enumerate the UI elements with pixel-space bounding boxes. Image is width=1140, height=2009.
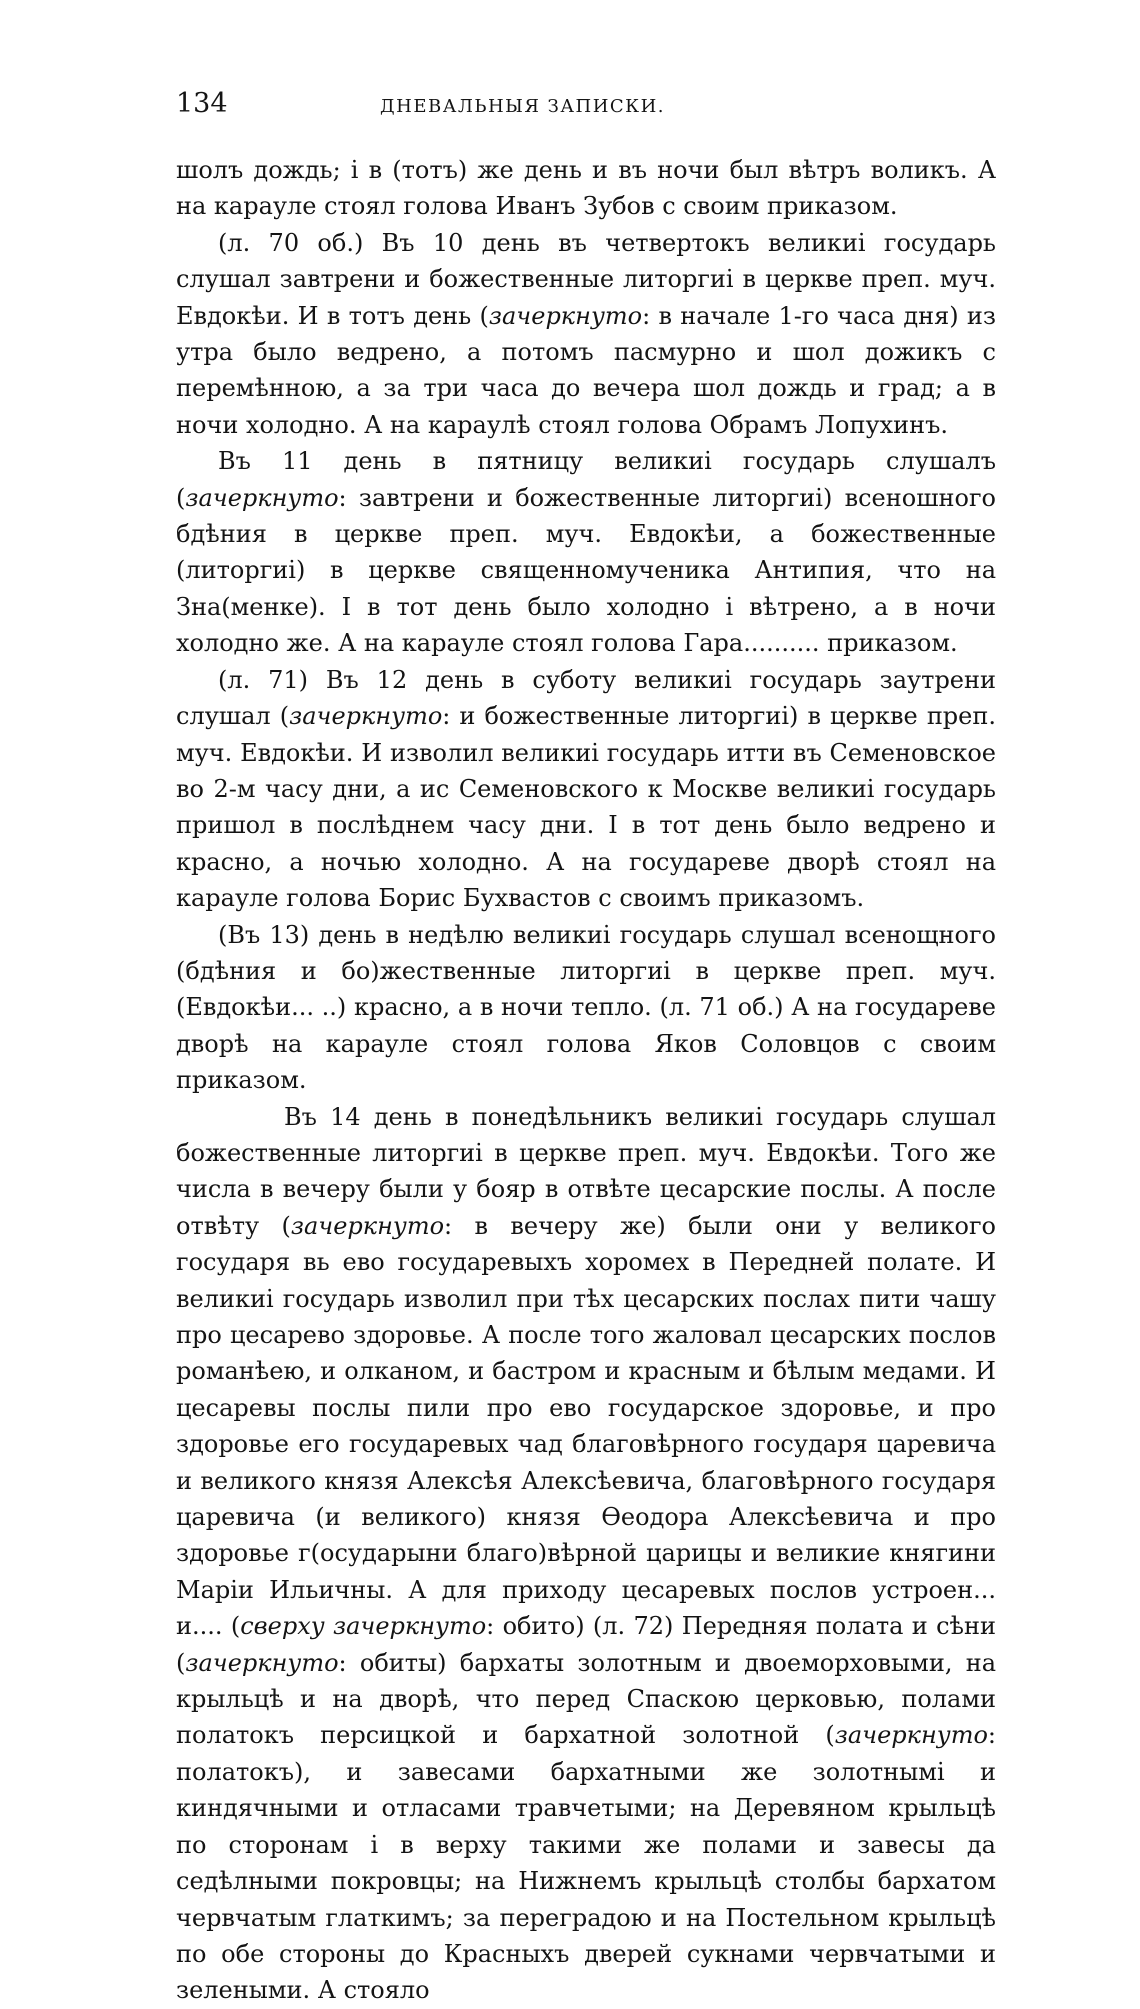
paragraph [176, 1099, 996, 2009]
text-run: Въ 11 день в пятницу великиі государь слушалъ ( [176, 447, 996, 512]
text-run: : обито) (л. 72) Передняя полата и сѣни ( [176, 1612, 996, 1677]
editorial-note: сверху зачеркнуто [240, 1612, 487, 1641]
text-run: : в начале 1-го часа дня) из утра было ведрено, а потомъ пасмурно и шол дожикъ с перемѣнною, а за три часа до вечера шол дождь и град; а в ночи холодно. А на караулѣ стоял голова Обрамъ Лопухинъ. [176, 301, 996, 439]
text-run: : и божественные литоргиі) в церкве преп. муч. Евдокѣи. И изволил великиі государь итти въ Семеновское во 2-м часу дни, а ис Семеновского к Москве великиі государь пришол в послѣднем часу дни. І в тот день было ведрено и красно, а ночью холодно. А на государеве дворѣ стоял на карауле голова Борис Бухвастов с своимъ приказомъ. [176, 702, 997, 913]
paragraph [176, 225, 996, 443]
text-run: : полатокъ), и завесами бархатными же золотнымі и киндячными и отласами травчетыми; на Деревяном крыльцѣ по сторонам і в верху такими же полами и завесы да седѣлными покровцы; на Нижнемъ крыльцѣ столбы бархатом червчатым глаткимъ; за перегрaдою и на Постельном крыльцѣ по обе стороны до Красныхъ дверей сукнами червчатыми и зелеными. А стояло [176, 1721, 996, 2005]
body-text [176, 152, 996, 2009]
page-header [176, 88, 996, 138]
text-run: : в вечеру же) были они у великого государя вь ево государевыхъ хоромех в Передней полате. И великиі государь изволил при тѣх цесарских послах пити чашу про цесарево здоровье. А после того жаловал цесарских послов романѣею, и олканом, и бастром и красным и бѣлым медами. И цесаревы послы пили про ево государское здоровье, и про здоровье его государевых чад благовѣрного государя царевича и великого князя Алексѣя Алексѣевича, благовѣрного государя царевича (и великого) князя Ѳеодора Алексѣевича и про здоровье г(осударыни благо)вѣрной царицы и великие княгини Маріи Ильичны. А для приходу цесаревых послов устроен... и.... ( [176, 1211, 996, 1641]
page-number: 134 [176, 88, 228, 119]
paragraph [176, 662, 996, 917]
editorial-note: зачеркнуто [290, 1211, 445, 1240]
editorial-note: зачеркнуто [289, 702, 443, 731]
text-run: (Въ 13) день в недѣлю великиі государь слушал всенощного (бдѣния и бо)жественные литоргиі в церкве преп. муч. (Евдокѣи... ..) красно, а в ночи тепло. (л. 71 об.) А на государеве дворѣ на карауле стоял голова Яков Соловцов с своим приказом. [176, 920, 996, 1095]
text-run: (л. 70 об.) Въ 10 день въ четвертокъ великиі государь слушал завтрени и божественные литоргиі в церкве преп. муч. Евдокѣи. И в тотъ день ( [176, 228, 996, 330]
paragraph [176, 917, 996, 1099]
editorial-note: зачеркнуто [185, 483, 339, 512]
editorial-note: зачеркнуто [185, 1648, 339, 1677]
paragraph [176, 443, 996, 661]
text-run: : обиты) бархаты золотным и двоеморховыми, на крыльцѣ и на дворѣ, что перед Спаскою церковью, полами полатокъ персицкой и бархатной золотной ( [176, 1648, 996, 1750]
text-run: (л. 71) Въ 12 день в суботу великиі государь заутрени слушал ( [176, 665, 996, 731]
running-title: ДНЕВАЛЬНЫЯ ЗАПИСКИ. [380, 96, 666, 117]
editorial-note: зачеркнуто [488, 301, 643, 330]
paragraph [176, 152, 996, 225]
text-run: Въ 14 день в понедѣльникъ великиі государь слушал божественные литоргиі в церкве преп. муч. Евдокѣи. Того же числа в вечеру были у бояр в отвѣте цесарские послы. А после отвѣту ( [176, 1102, 996, 1240]
editorial-note: зачеркнуто [834, 1721, 988, 1750]
text-run: шолъ дождь; і в (тотъ) же день и въ ночи был вѣтръ воликъ. А на карауле стоял голова Иванъ Зубов с своим приказом. [176, 156, 996, 221]
text-run: : завтрени и божественные литоргиі) всеношного бдѣния в церкве преп. муч. Евдокѣи, а божественные (литоргиі) в церкве священномученика Антипия, что на Зна(менке). І в тот день было холодно і вѣтрено, а в ночи холодно же. А на карауле стоял голова Гара.......... приказом. [176, 483, 996, 658]
